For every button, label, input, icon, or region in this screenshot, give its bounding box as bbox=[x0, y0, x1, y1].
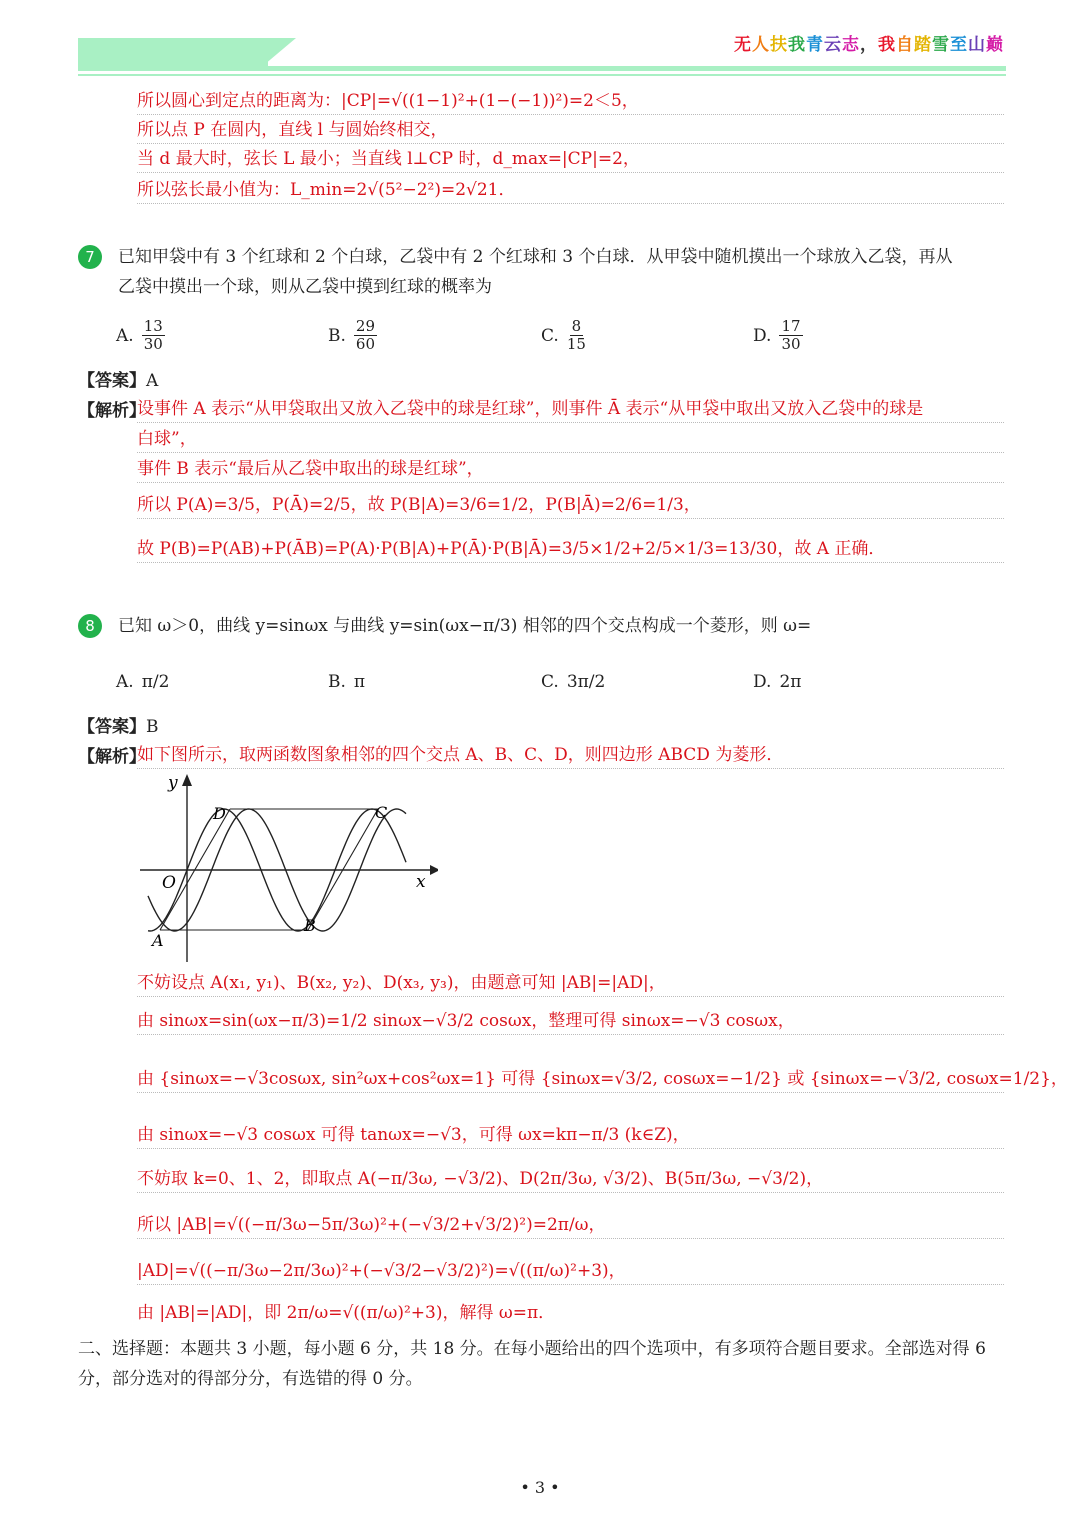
label-x: x bbox=[416, 872, 426, 892]
q8-analysis-line-1: 不妨设点 A(x₁, y₁)、B(x₂, y₂)、D(x₃, y₃)，由题意可知 |AB|=|AD|， bbox=[137, 970, 1004, 997]
q7-option-b-fraction bbox=[354, 318, 377, 353]
q8-option-a-label: A. bbox=[116, 672, 134, 692]
label-c: C bbox=[375, 803, 388, 822]
q8-answer-tag: 【答案】 bbox=[78, 717, 146, 737]
motto-char: 我 bbox=[878, 35, 896, 55]
motto-char: 人 bbox=[752, 35, 770, 55]
q7-answer-tag: 【答案】 bbox=[78, 371, 146, 391]
x-axis-arrow bbox=[430, 865, 438, 875]
q8-analysis-line-0: 如下图所示，取两函数图象相邻的四个交点 A、B、C、D，则四边形 ABCD 为菱形． bbox=[137, 742, 1004, 769]
q7-option-d bbox=[753, 318, 803, 353]
q8-option-d-label: D. bbox=[753, 672, 772, 692]
q7-option-c bbox=[541, 318, 586, 353]
motto-char: 无 bbox=[734, 35, 752, 55]
q7-analysis-line-1: 设事件 A 表示“从甲袋取出又放入乙袋中的球是红球”，则事件 Ā 表示“从甲袋中取出又放入乙袋中的球是 bbox=[137, 396, 1004, 423]
q8-option-b bbox=[328, 672, 365, 692]
q8-analysis-line-7: |AD|=√((−π/3ω−2π/3ω)²+(−√3/2−√3/2)²)=√((π/ω)²+3)， bbox=[137, 1258, 1004, 1285]
y-axis-arrow bbox=[182, 774, 192, 786]
prev-solution-line-3: 当 d 最大时，弦长 L 最小；当直线 l⊥CP 时，d_max=|CP|=2， bbox=[137, 146, 1004, 173]
q8-analysis-line-6: 所以 |AB|=√((−π/3ω−5π/3ω)²+(−√3/2+√3/2)²)=2π/ω， bbox=[137, 1212, 1004, 1239]
motto-char: 青 bbox=[806, 35, 824, 55]
q7-analysis-line-3: 事件 B 表示“最后从乙袋中取出的球是红球”， bbox=[137, 456, 1004, 483]
q8-option-b-text: π bbox=[353, 672, 366, 692]
q8-option-c-text: 3π/2 bbox=[566, 672, 606, 692]
label-a: A bbox=[152, 931, 164, 950]
prev-solution-line-1: 所以圆心到定点的距离为：|CP|=√((1−1)²+(1−(−1))²)=2＜5， bbox=[137, 88, 1004, 115]
q8-option-a bbox=[116, 672, 169, 692]
motto-char: 我 bbox=[788, 35, 806, 55]
q7-analysis-line-5: 故 P(B)=P(AB)+P(ĀB)=P(A)·P(B|A)+P(Ā)·P(B|Ā)=3/5×1/2+2/5×1/3=13/30，故 A 正确． bbox=[137, 536, 1004, 563]
q7-analysis-line-4: 所以 P(A)=3/5，P(Ā)=2/5，故 P(B|A)=3/6=1/2，P(B|Ā)=2/6=1/3， bbox=[137, 492, 1004, 519]
label-d: D bbox=[213, 804, 226, 823]
motto-char: 巅 bbox=[986, 35, 1004, 55]
q7-option-a-den: 30 bbox=[143, 335, 163, 353]
q8-option-d-text: 2π bbox=[779, 672, 802, 692]
q8-analysis-line-4: 由 sinωx=−√3 cosωx 可得 tanωx=−√3，可得 ωx=kπ−π/3 (k∈Z)， bbox=[137, 1122, 1004, 1149]
q8-analysis-line-3: 由 {sinωx=−√3cosωx, sin²ωx+cos²ωx=1} 可得 {sinωx=√3/2, cosωx=−1/2} 或 {sinωx=−√3/2, cosωx=1/2}， bbox=[137, 1066, 1004, 1093]
prev-solution-line-4: 所以弦长最小值为：L_min=2√(5²−2²)=2√21． bbox=[137, 177, 1004, 204]
q7-analysis-tag: 【解析】 bbox=[78, 401, 146, 421]
motto-char: 自 bbox=[896, 35, 914, 55]
q7-option-c-label: C. bbox=[541, 325, 559, 346]
q7-option-a-label: A. bbox=[116, 325, 134, 346]
sine-intersection-figure bbox=[138, 772, 438, 964]
question-8-stem: 已知 ω＞0，曲线 y=sinωx 与曲线 y=sin(ωx−π/3) 相邻的四个交点构成一个菱形，则 ω= bbox=[118, 616, 812, 636]
q7-option-d-num: 17 bbox=[781, 317, 801, 335]
q8-option-d bbox=[753, 672, 801, 692]
question-7-stem-line-2: 乙袋中摸出一个球，则从乙袋中摸到红球的概率为 bbox=[118, 277, 492, 297]
motto-char: 踏 bbox=[914, 35, 932, 55]
q8-analysis-line-8: 由 |AB|=|AD|，即 2π/ω=√((π/ω)²+3)，解得 ω=π． bbox=[137, 1303, 556, 1323]
q7-option-b-num: 29 bbox=[355, 317, 375, 335]
q7-option-a bbox=[116, 318, 165, 353]
question-7-stem-line-1: 已知甲袋中有 3 个红球和 2 个白球，乙袋中有 2 个红球和 3 个白球．从甲袋中随机摸出一个球放入乙袋，再从 bbox=[118, 247, 953, 267]
q8-option-c-label: C. bbox=[541, 672, 559, 692]
q7-option-b bbox=[328, 318, 377, 353]
q7-option-d-fraction bbox=[779, 318, 802, 353]
motto-char: 扶 bbox=[770, 35, 788, 55]
q7-answer bbox=[78, 366, 158, 391]
label-o: O bbox=[162, 873, 176, 893]
q8-option-c bbox=[541, 672, 605, 692]
question-8-number: 8 bbox=[78, 614, 102, 638]
header-motto bbox=[734, 30, 1004, 55]
q7-answer-value: A bbox=[146, 371, 159, 391]
label-b: B bbox=[304, 916, 316, 935]
motto-char: 云 bbox=[824, 35, 842, 55]
q7-option-c-den: 15 bbox=[566, 335, 586, 353]
motto-char: 志 bbox=[842, 35, 860, 55]
page-number: • 3 • bbox=[520, 1478, 560, 1497]
q8-option-b-label: B. bbox=[328, 672, 346, 692]
motto-char: 山 bbox=[968, 35, 986, 55]
q8-option-a-text: π/2 bbox=[141, 672, 170, 692]
label-y: y bbox=[168, 773, 178, 793]
section-2-instructions: 二、选择题：本题共 3 小题，每小题 6 分，共 18 分。在每小题给出的四个选项中，有多项符合题目要求。全部选对得 6 分，部分选对的得部分分，有选错的得 0 分。 bbox=[78, 1339, 986, 1389]
q7-option-b-label: B. bbox=[328, 325, 346, 346]
motto-char: ， bbox=[860, 35, 878, 55]
q7-option-c-fraction bbox=[567, 318, 586, 353]
q7-option-a-fraction bbox=[142, 318, 165, 353]
q7-analysis-line-2: 白球”， bbox=[137, 426, 1004, 453]
header-rule-thin bbox=[78, 74, 1006, 76]
q7-option-d-label: D. bbox=[753, 325, 772, 346]
q8-analysis-line-2: 由 sinωx=sin(ωx−π/3)=1/2 sinωx−√3/2 cosωx，整理可得 sinωx=−√3 cosωx， bbox=[137, 1008, 1004, 1035]
q8-analysis-line-5: 不妨取 k=0、1、2，即取点 A(−π/3ω, −√3/2)、D(2π/3ω, √3/2)、B(5π/3ω, −√3/2)， bbox=[137, 1166, 1004, 1193]
header-rule bbox=[78, 66, 1006, 71]
q8-answer bbox=[78, 712, 159, 737]
q7-option-d-den: 30 bbox=[781, 335, 801, 353]
motto-char: 至 bbox=[950, 35, 968, 55]
motto-char: 雪 bbox=[932, 35, 950, 55]
q7-option-b-den: 60 bbox=[355, 335, 375, 353]
q7-option-c-num: 8 bbox=[571, 317, 582, 335]
question-7-number: 7 bbox=[78, 245, 102, 269]
q8-answer-value: B bbox=[146, 717, 159, 737]
prev-solution-line-2: 所以点 P 在圆内，直线 l 与圆始终相交， bbox=[137, 117, 1004, 144]
q7-option-a-num: 13 bbox=[143, 317, 163, 335]
q8-analysis-tag: 【解析】 bbox=[78, 747, 146, 767]
